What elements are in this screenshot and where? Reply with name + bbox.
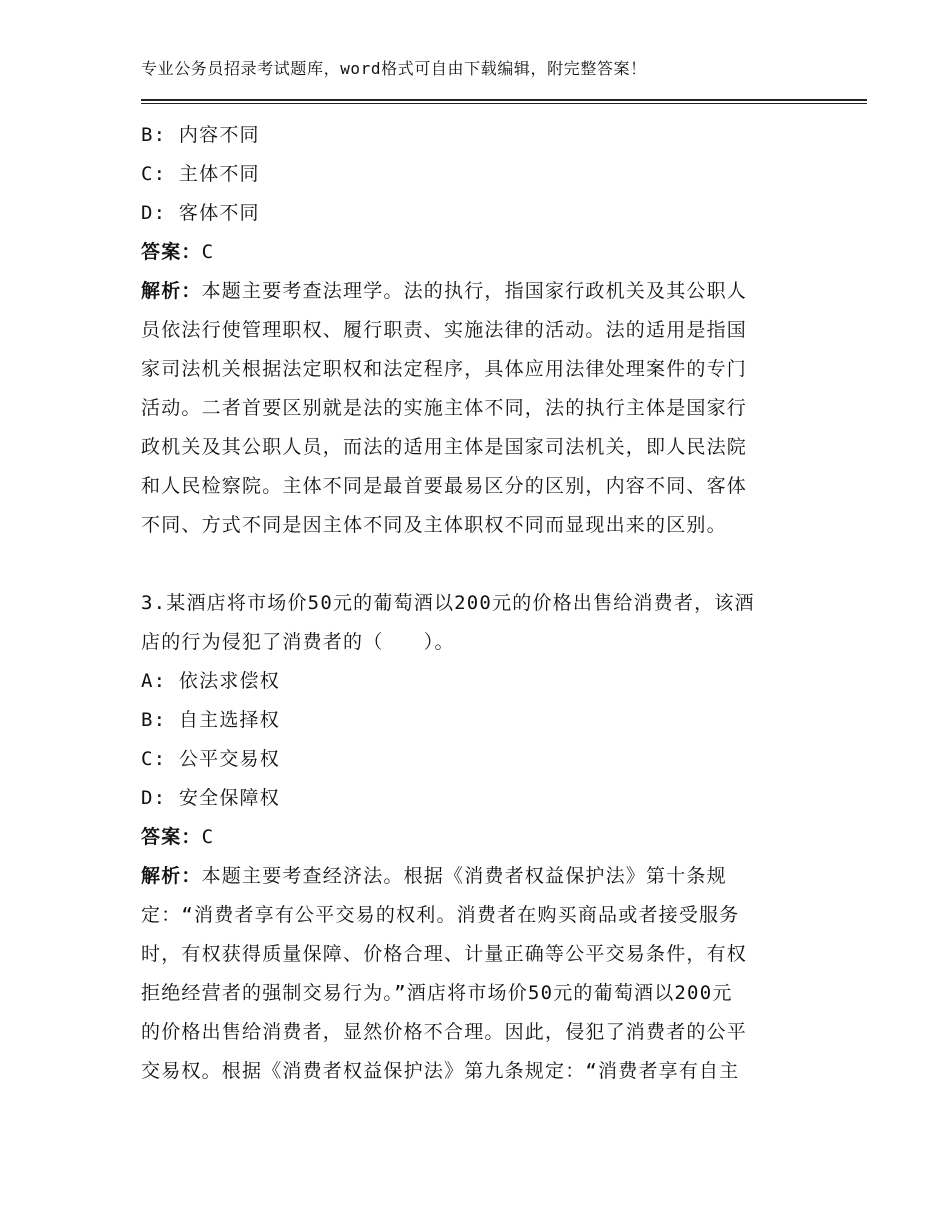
analysis-line: 拒绝经营者的强制交易行为。”酒店将市场价50元的葡萄酒以200元	[141, 982, 733, 1004]
header-rule-thin	[141, 103, 867, 104]
option-c: C: 主体不同	[141, 163, 260, 185]
answer-label: 答案：	[141, 241, 202, 263]
analysis-line: 政机关及其公职人员，而法的适用主体是国家司法机关，即人民法院	[141, 436, 748, 458]
option-b: B: 自主选择权	[141, 709, 280, 731]
header-rule-thick	[141, 99, 867, 101]
answer-label: 答案：	[141, 826, 202, 848]
analysis-line: 不同、方式不同是因主体不同及主体职权不同而显现出来的区别。	[141, 514, 727, 536]
option-d: D: 安全保障权	[141, 787, 280, 809]
question-3	[141, 584, 811, 1091]
analysis-line: 活动。二者首要区别就是法的实施主体不同，法的执行主体是国家行	[141, 397, 748, 419]
option-d: D: 客体不同	[141, 202, 260, 224]
analysis-line: 员依法行使管理职权、履行职责、实施法律的活动。法的适用是指国	[141, 319, 748, 341]
analysis-line: 解析：本题主要考查法理学。法的执行，指国家行政机关及其公职人	[141, 280, 748, 302]
option-a: A: 依法求偿权	[141, 670, 280, 692]
question-stem: 3.某酒店将市场价50元的葡萄酒以200元的价格出售给消费者，该酒	[141, 592, 755, 614]
answer-row	[141, 233, 811, 272]
analysis-label: 解析：	[141, 865, 202, 887]
option-b: B: 内容不同	[141, 124, 260, 146]
analysis	[141, 857, 811, 1091]
answer-row	[141, 818, 811, 857]
answer-value: C	[201, 826, 215, 848]
document-body	[141, 116, 811, 1091]
analysis-label: 解析：	[141, 280, 202, 302]
page-header: 专业公务员招录考试题库，word格式可自由下载编辑，附完整答案！	[141, 59, 647, 78]
header-double-rule	[141, 99, 867, 104]
answer-value: C	[201, 241, 215, 263]
spacer	[141, 545, 811, 584]
analysis-line: 家司法机关根据法定职权和法定程序，具体应用法律处理案件的专门	[141, 358, 748, 380]
analysis-line: 定：“消费者享有公平交易的权利。消费者在购买商品或者接受服务	[141, 904, 740, 926]
option-c: C: 公平交易权	[141, 748, 280, 770]
analysis	[141, 272, 811, 545]
analysis-line: 和人民检察院。主体不同是最首要最易区分的区别，内容不同、客体	[141, 475, 748, 497]
analysis-line: 的价格出售给消费者，显然价格不合理。因此，侵犯了消费者的公平	[141, 1021, 748, 1043]
analysis-line: 时，有权获得质量保障、价格合理、计量正确等公平交易条件，有权	[141, 943, 748, 965]
question-stem: 店的行为侵犯了消费者的（ ）。	[141, 631, 455, 653]
analysis-line: 解析：本题主要考查经济法。根据《消费者权益保护法》第十条规	[141, 865, 727, 887]
question-2	[141, 116, 811, 545]
analysis-line: 交易权。根据《消费者权益保护法》第九条规定：“消费者享有自主	[141, 1060, 740, 1082]
